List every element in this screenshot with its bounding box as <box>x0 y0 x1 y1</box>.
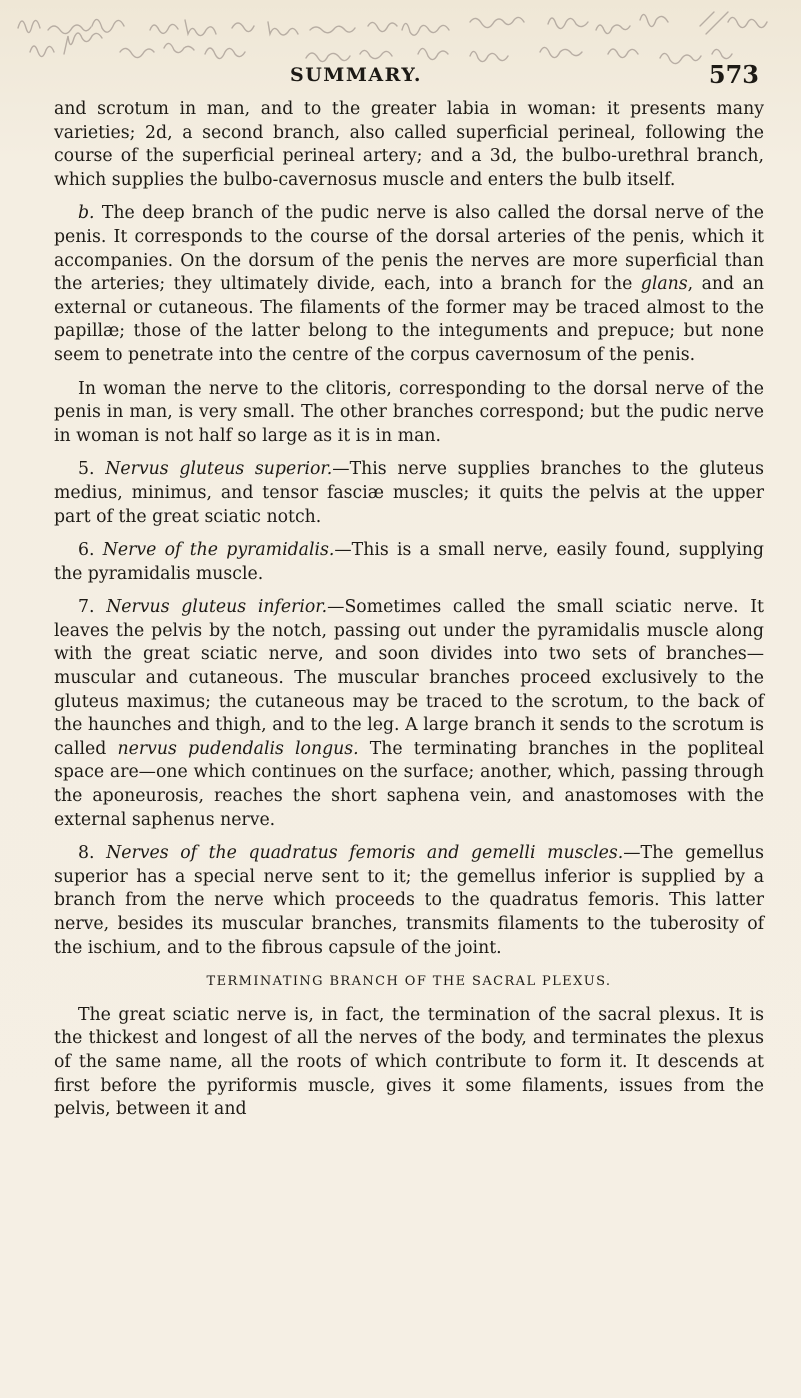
paragraph-title: Nervus gluteus inferior. <box>106 597 328 618</box>
paragraph-gluteus-inferior: 7. Nervus gluteus inferior.—Sometimes called the small sciatic nerve. It leaves the pelvis by the notch, passing out under the pyramidalis muscle along with the great sciatic nerve, and soon divides into two sets of branches—muscular and cutaneous. The muscular branches proceed exclusively to the gluteus maximus; the cutaneous may be traced to the scrotum, to the back of the haunches and thigh, and to the leg. A large branch it sends to the scrotum is called nervus pudendalis longus. The terminating branches in the popliteal space are—one which continues on the surface; another, which, passing through the aponeurosis, reaches the short saphena vein, and anastomoses with the external saphenus nerve. <box>54 597 764 830</box>
page-header <box>0 56 801 90</box>
paragraph-title: Nerves of the quadratus femoris and gemelli muscles. <box>106 843 624 864</box>
term-nervus-pudendalis: nervus pudendalis longus. <box>117 738 359 759</box>
page-body <box>54 98 764 1132</box>
term-glans: glans <box>640 274 688 295</box>
paragraph-pyramidalis-nerve: 6. Nerve of the pyramidalis.—This is a small nerve, easily found, supplying the pyramidalis muscle. <box>54 540 764 584</box>
page-number: 573 <box>708 60 759 89</box>
paragraph-dorsal-nerve: b. The deep branch of the pudic nerve is also called the dorsal nerve of the penis. It corresponds to the course of the dorsal arteries of the penis, which it accompanies. On the dorsum of the penis the nerves are more superficial than the arteries; they ultimately divide, each, into a branch for the glans, and an external or cutaneous. The filaments of the former may be traced almost to the papillæ; those of the latter belong to the integuments and prepuce; but none seem to penetrate into the centre of the corpus cavernosum of the penis. <box>54 203 764 365</box>
paragraph-great-sciatic: The great sciatic nerve is, in fact, the termination of the sacral plexus. It is the thickest and longest of all the nerves of the body, and terminates the plexus of the same name, all the roots of which contribute to form it. It descends at first before the pyriformis muscle, gives it some filaments, issues from the pelvis, between it and <box>54 1004 764 1120</box>
paragraph-title: Nerve of the pyramidalis. <box>102 540 335 561</box>
paragraph-clitoris-nerve: In woman the nerve to the clitoris, corresponding to the dorsal nerve of the penis in man, is very small. The other branches correspond; but the pudic nerve in woman is not half so large as it is in man. <box>54 378 764 446</box>
running-head: SUMMARY. <box>290 64 423 86</box>
paragraph-continuation: and scrotum in man, and to the greater labia in woman: it presents many varieties; 2d, a second branch, also called superficial perineal, following the course of the superficial perineal artery; and a 3d, the bulbo-urethral branch, which supplies the bulbo-cavernosus muscle and enters the bulb itself. <box>54 99 764 190</box>
paragraph-quadratus-nerves: 8. Nerves of the quadratus femoris and gemelli muscles.—The gemellus superior has a special nerve sent to it; the gemellus inferior is supplied by a branch from the nerve which proceeds to the quadratus femoris. This latter nerve, besides its muscular branches, transmits filaments to the tuberosity of the ischium, and to the fibrous capsule of the joint. <box>54 843 764 958</box>
paragraph-gluteus-superior: 5. Nervus gluteus superior.—This nerve supplies branches to the gluteus medius, minimus, and tensor fasciæ muscles; it quits the pelvis at the upper part of the great sciatic notch. <box>54 459 765 527</box>
paragraph-title: Nervus gluteus superior. <box>105 459 333 480</box>
section-heading: TERMINATING BRANCH OF THE SACRAL PLEXUS. <box>206 974 612 990</box>
paragraph-lead: b. <box>78 203 95 224</box>
